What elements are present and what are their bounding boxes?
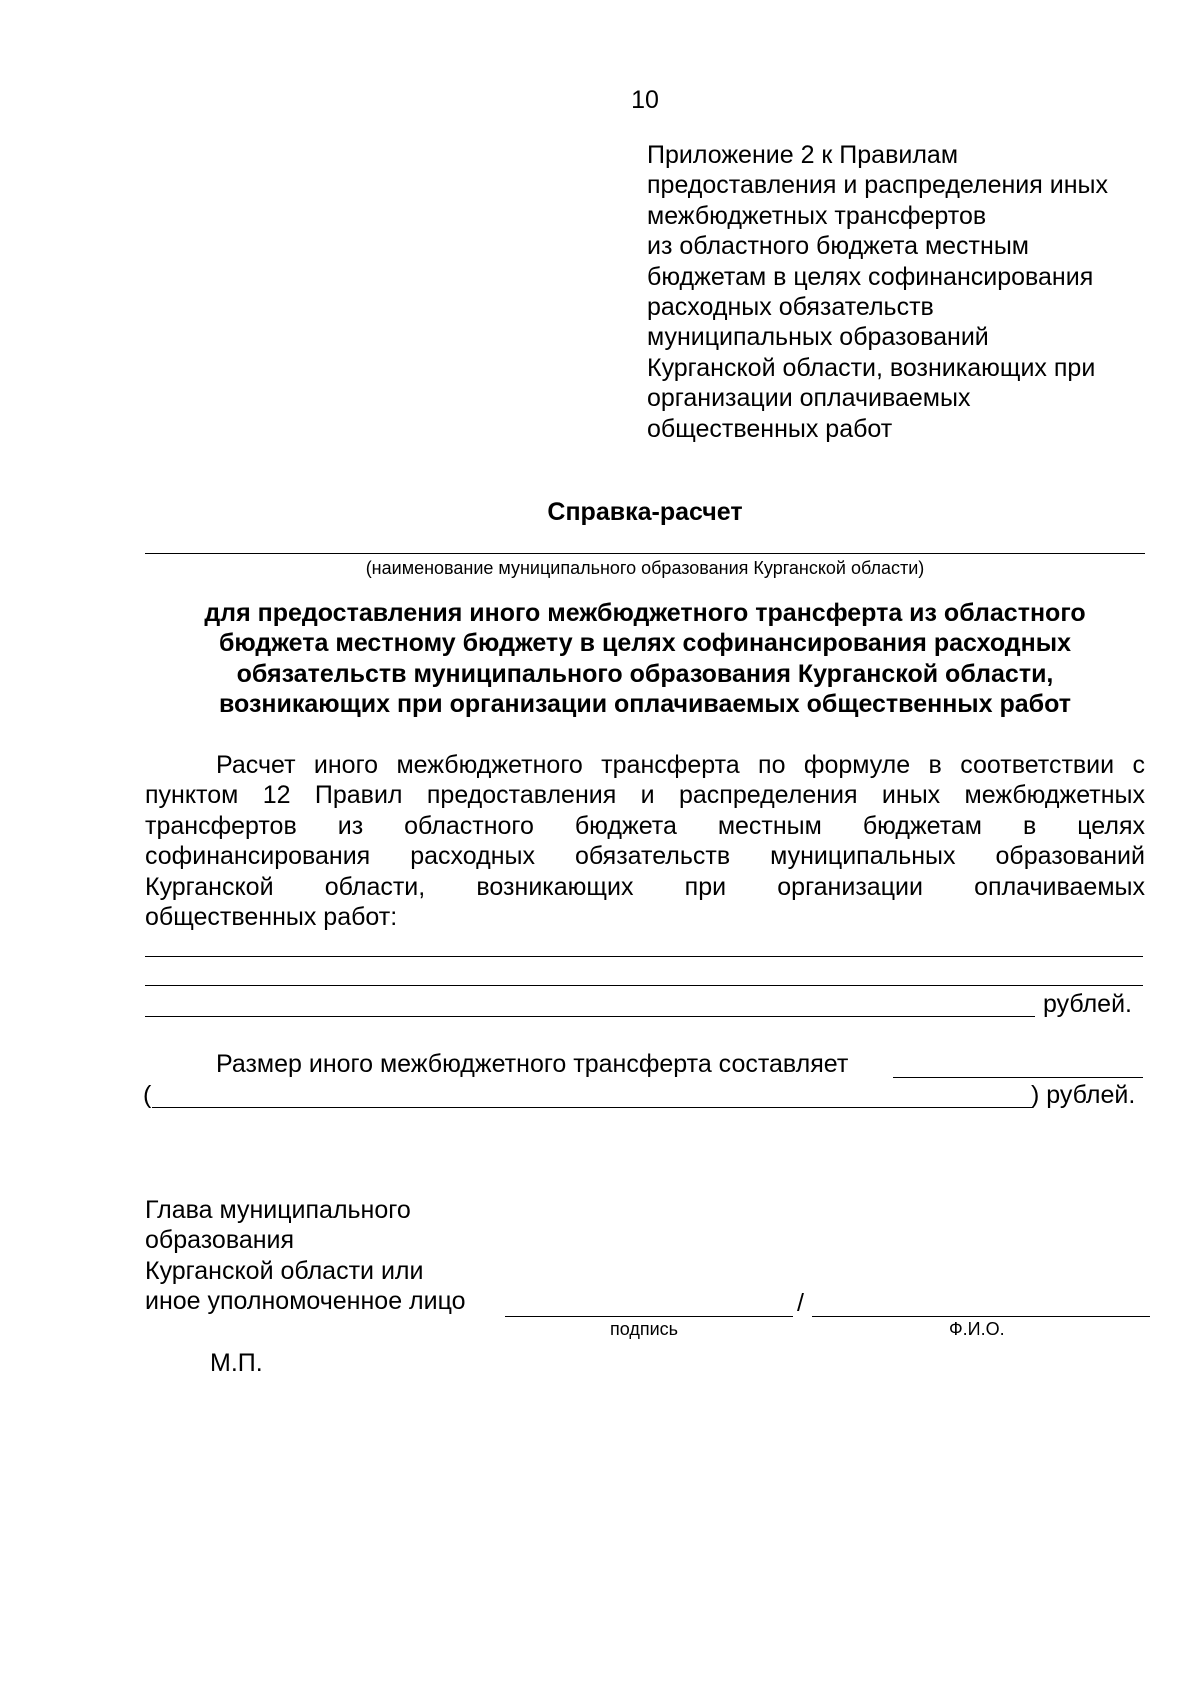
appendix-line: организации оплачиваемых	[647, 384, 971, 413]
subtitle-line: обязательств муниципального образования Курганской области,	[236, 659, 1054, 688]
subtitle-line: для предоставления иного межбюджетного трансферта из областного	[204, 599, 1086, 627]
appendix-line: Курганской области, возникающих при	[647, 353, 1096, 382]
appendix-line: муниципальных образований	[647, 323, 989, 352]
paragraph-line: Курганской области, возникающих при организации оплачиваемых	[145, 872, 1145, 901]
amount-fill-line	[893, 1077, 1143, 1078]
paragraph-line: трансфертов из областного бюджета местным бюджетам в целях	[145, 811, 1145, 840]
signer-line: Курганской области или	[145, 1256, 424, 1285]
document-title: Справка-расчет	[547, 498, 743, 526]
calculation-paragraph	[145, 750, 1145, 932]
signature-caption: подпись	[610, 1319, 679, 1339]
appendix-line: расходных обязательств	[647, 293, 934, 322]
amount-words-fill-line	[152, 1107, 1032, 1108]
stamp-label: М.П.	[210, 1349, 263, 1377]
subtitle-line: бюджета местному бюджету в целях софинансирования расходных	[218, 629, 1072, 658]
formula-fill-line	[145, 1016, 1035, 1017]
page-number: 10	[631, 86, 659, 114]
paragraph-line: Расчет иного межбюджетного трансферта по формуле в соответствии с	[216, 751, 1145, 779]
subtitle-line: возникающих при организации оплачиваемых общественных работ	[218, 690, 1072, 719]
amount-sentence: Размер иного межбюджетного трансферта составляет	[216, 1050, 849, 1078]
signer-line: образования	[145, 1226, 295, 1255]
appendix-line: бюджетам в целях софинансирования	[647, 262, 1094, 291]
document-subtitle	[145, 598, 1145, 720]
paragraph-line: софинансирования расходных обязательств муниципальных образований	[145, 842, 1145, 871]
appendix-line: из областного бюджета местным	[647, 232, 1029, 261]
municipality-caption: (наименование муниципального образования Курганской области)	[365, 558, 925, 578]
formula-fill-line	[145, 985, 1143, 986]
amount-words-open-paren: (	[143, 1081, 152, 1109]
paragraph-line: общественных работ:	[145, 903, 398, 932]
signature-slash: /	[797, 1289, 804, 1317]
appendix-line: Приложение 2 к Правилам	[647, 141, 959, 169]
signer-line: иное уполномоченное лицо	[145, 1287, 466, 1316]
signer-block	[145, 1195, 466, 1317]
appendix-line: общественных работ	[647, 414, 893, 443]
appendix-line: предоставления и распределения иных	[647, 171, 1108, 200]
appendix-reference	[647, 140, 1167, 444]
signer-line: Глава муниципального	[145, 1196, 411, 1224]
paragraph-line: пунктом 12 Правил предоставления и распределения иных межбюджетных	[145, 781, 1145, 810]
formula-fill-line	[145, 956, 1143, 957]
appendix-line: межбюджетных трансфертов	[647, 201, 987, 230]
signature-line	[505, 1316, 793, 1317]
amount-words-rubles: ) рублей.	[1031, 1081, 1136, 1109]
rubles-label: рублей.	[1043, 990, 1133, 1018]
fio-caption: Ф.И.О.	[949, 1319, 1005, 1339]
municipality-fill-line	[145, 553, 1145, 554]
fio-line	[812, 1316, 1150, 1317]
